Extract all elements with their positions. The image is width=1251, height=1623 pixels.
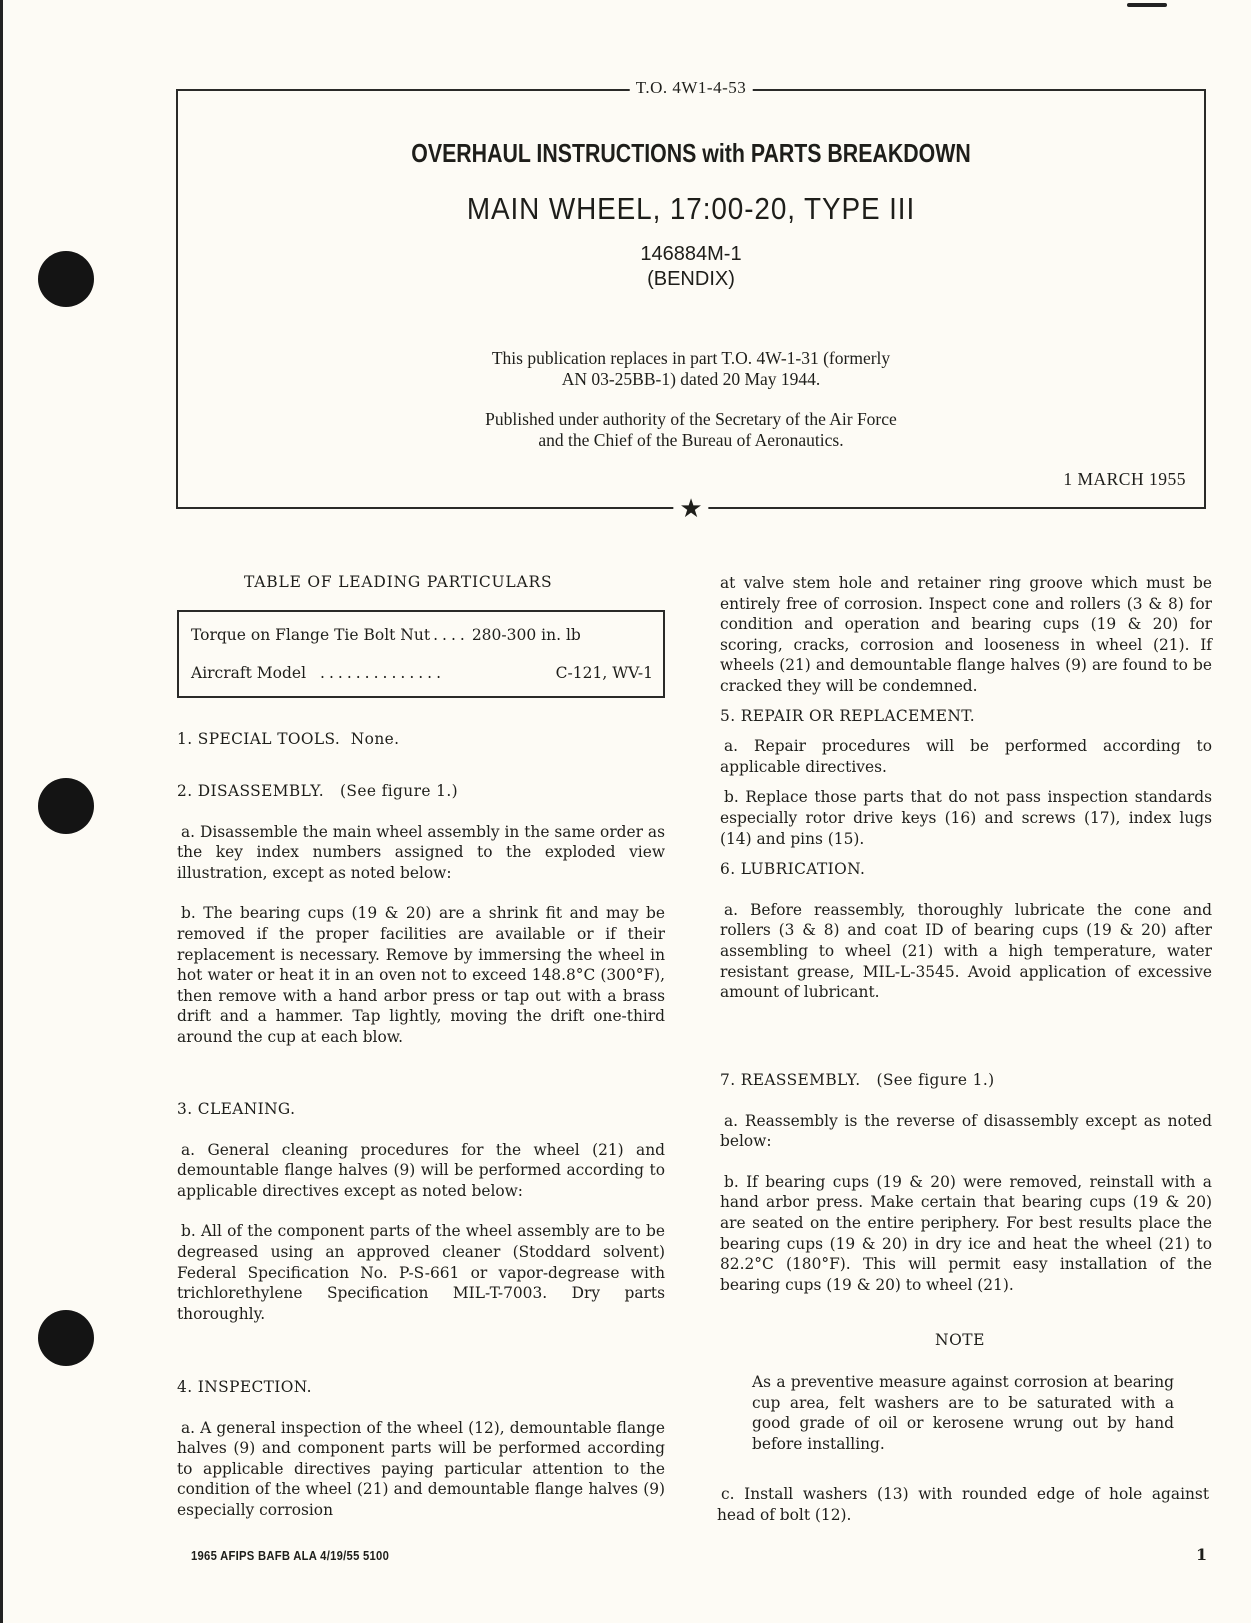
figure-reference: (See figure 1.) xyxy=(339,782,459,800)
section-disassembly xyxy=(177,781,665,1048)
paragraph-5a: a. Repair procedures will be performed according to applicable directives. xyxy=(720,737,1212,776)
part-number: 146884M-1 xyxy=(640,243,742,265)
binder-hole-top xyxy=(38,251,94,307)
paragraph-2b: b. The bearing cups (19 & 20) are a shrink fit and may be removed if the proper facilities are available or if their replacement is necessary. Remove by immersing the wheel in hot water or heat it in an oven not to exceed 148.8°C (300°F), then remove with a hand arbor press or tap out with a brass drift and a hammer. Tap lightly, moving the drift one-third around the cup at each blow. xyxy=(177,904,665,1046)
page-number: 1 xyxy=(1196,1545,1208,1564)
paragraph-4a-part1: a. A general inspection of the wheel (12), demountable flange halves (9) and component parts will be performed according to applicable directives paying particular attention to the condition of the wheel (21) and demountable flange halves (9) especially corrosion xyxy=(177,1418,665,1519)
document-subtitle: MAIN WHEEL, 17:00-20, TYPE III xyxy=(466,191,916,226)
right-column xyxy=(720,573,1212,1003)
left-column xyxy=(177,729,665,750)
section-inspection xyxy=(177,1377,665,1521)
authority-line-2: and the Chief of the Bureau of Aeronautics. xyxy=(538,430,844,450)
section-reassembly xyxy=(720,1070,1212,1295)
to-number: T.O. 4W1-4-53 xyxy=(630,78,753,98)
page-edge xyxy=(0,0,3,1623)
paragraph-6a: a. Before reassembly, thoroughly lubricate the cone and rollers (3 & 8) and coat ID of bearing cups (19 & 20) after assembling to wheel (21) with a high temperature, water resistant grease, MIL-L-3545. Avoid application of excessive amount of lubricant. xyxy=(720,900,1212,1002)
paragraph-7b: b. If bearing cups (19 & 20) were removed, reinstall with a hand arbor press. Make certain that bearing cups (19 & 20) are seated on the entire periphery. For best results place the bearing cups (19 & 20) in dry ice and heat the wheel (21) to 82.2°C (180°F). This will permit easy installation of the bearing cups (19 & 20) to wheel (21). xyxy=(720,1172,1212,1294)
leader-dots: .............. xyxy=(320,664,446,682)
authority-notice xyxy=(178,409,1204,451)
table-row xyxy=(191,664,653,682)
figure-reference: (See figure 1.) xyxy=(876,1071,995,1089)
leading-particulars-title: TABLE OF LEADING PARTICULARS xyxy=(244,573,553,591)
paragraph-3b: b. All of the component parts of the wheel assembly are to be degreased using an approved cleaner (Stoddard solvent) Federal Specification No. P-S-661 or vapor-degrease with trichlorethylene Specification MIL-T-7003. Dry parts thoroughly. xyxy=(177,1222,665,1323)
publication-date: 1 MARCH 1955 xyxy=(1063,469,1186,489)
section-heading: 2. DISASSEMBLY. xyxy=(177,782,325,800)
binder-hole-bottom xyxy=(38,1310,94,1366)
section-heading: 1. SPECIAL TOOLS. xyxy=(177,730,341,748)
section-text: None. xyxy=(350,730,400,748)
row-value: C-121, WV-1 xyxy=(555,664,653,682)
paragraph-7c-block xyxy=(717,1484,1209,1525)
binder-hole-middle xyxy=(38,778,94,834)
note-title: NOTE xyxy=(935,1331,985,1349)
title-block xyxy=(176,78,1206,524)
paragraph-3a: a. General cleaning procedures for the wheel (21) and demountable flange halves (9) will be performed according to applicable directives except as noted below: xyxy=(177,1140,665,1200)
paragraph-5b: b. Replace those parts that do not pass inspection standards especially rotor drive keys (16) and screws (17), index lugs (14) and pins (15). xyxy=(720,788,1212,848)
paragraph-4a-part2: at valve stem hole and retainer ring groove which must be entirely free of corrosion. Inspect cone and rollers (3 & 8) for condition and operation and bearing cups (19 & 20) for scoring, cracks, corrosion and looseness in wheel (21). If wheels (21) and demountable flange halves (9) are found to be cracked they will be condemned. xyxy=(720,574,1212,695)
replaces-line-2: AN 03-25BB-1) dated 20 May 1944. xyxy=(561,369,821,389)
row-label: Aircraft Model xyxy=(191,664,307,682)
note-text: As a preventive measure against corrosion at bearing cup area, felt washers are to be saturated with a good grade of oil or kerosene wrung out by hand before installing. xyxy=(752,1373,1174,1453)
section-heading: 3. CLEANING. xyxy=(177,1100,296,1118)
paragraph-2a: a. Disassemble the main wheel assembly in the same order as the key index numbers assigned to the exploded view illustration, except as noted below: xyxy=(177,822,665,882)
replaces-line-1: This publication replaces in part T.O. 4W-1-31 (formerly xyxy=(491,348,891,368)
manufacturer: (BENDIX) xyxy=(647,268,735,290)
print-info: 1965 AFIPS BAFB ALA 4/19/55 5100 xyxy=(191,1549,390,1563)
section-heading: 7. REASSEMBLY. xyxy=(720,1071,861,1089)
row-label: Torque on Flange Tie Bolt Nut xyxy=(191,626,431,644)
authority-line-1: Published under authority of the Secretary of the Air Force xyxy=(485,409,897,429)
section-special-tools xyxy=(177,729,665,750)
section-repair-heading: 5. REPAIR OR REPLACEMENT. xyxy=(720,706,975,725)
leader-dots: .... xyxy=(433,626,469,644)
section-cleaning xyxy=(177,1099,665,1324)
paragraph-7c: c. Install washers (13) with rounded edge of hole against head of bolt (12). xyxy=(717,1485,1209,1524)
registration-mark xyxy=(1127,3,1167,7)
replaces-notice xyxy=(178,348,1204,390)
paragraph-7a: a. Reassembly is the reverse of disassembly except as noted below: xyxy=(720,1111,1212,1151)
star-icon: ★ xyxy=(673,495,708,523)
document-title: OVERHAUL INSTRUCTIONS with PARTS BREAKDOWN xyxy=(411,138,971,168)
leading-particulars-table xyxy=(177,610,665,698)
row-value: 280-300 in. lb xyxy=(471,626,581,644)
table-row xyxy=(191,626,653,644)
section-lubrication-heading: 6. LUBRICATION. xyxy=(720,860,866,879)
note-body xyxy=(752,1372,1174,1454)
section-heading: 4. INSPECTION. xyxy=(177,1378,312,1396)
